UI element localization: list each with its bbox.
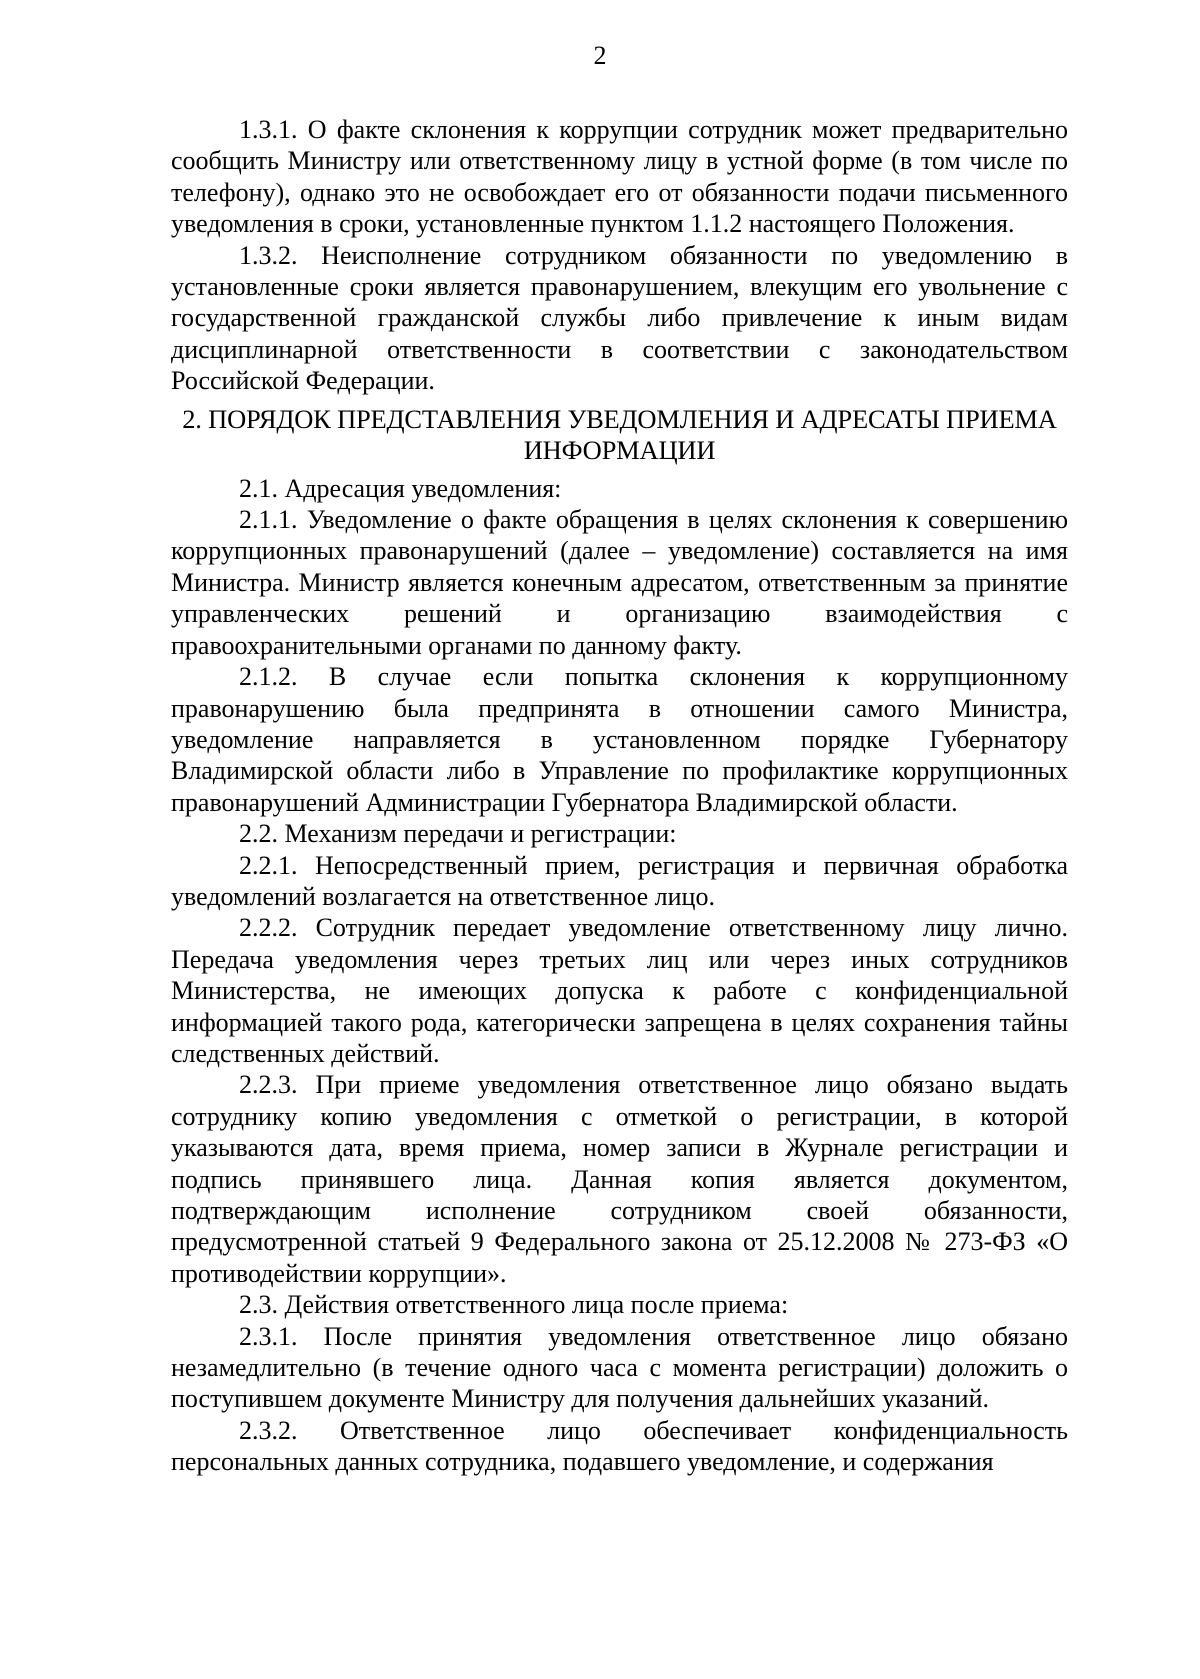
paragraph-2-1-1: 2.1.1. Уведомление о факте обращения в целях склонения к совершению коррупционных правонарушений (далее – уведомление) составляется на имя Министра. Министр является конечным адресатом, ответственным за принятие управленческих решений и организацию взаимодействия с правоохранительными органами по данному факту. bbox=[171, 505, 1068, 660]
paragraph-2-2: 2.2. Механизм передачи и регистрации: bbox=[239, 819, 677, 849]
paragraph-2-1: 2.1. Адресация уведомления: bbox=[239, 473, 562, 503]
paragraph-2-3-2: 2.3.2. Ответственное лицо обеспечивает конфиденциальность персональных данных сотрудника, подавшего уведомление, и содержания bbox=[171, 1415, 1068, 1477]
paragraph-1-3-1: 1.3.1. О факте склонения к коррупции сотрудник может предварительно сообщить Министру или ответственному лицу в устной форме (в том числе по телефону), однако это не освобождает его от обязанности подачи письменного уведомления в сроки, установленные пунктом 1.1.2 настоящего Положения. bbox=[171, 115, 1068, 239]
paragraph-2-3-1: 2.3.1. После принятия уведомления ответственное лицо обязано незамедлительно (в течение одного часа с момента регистрации) доложить о поступившем документе Министру для получения дальнейших указаний. bbox=[171, 1321, 1068, 1414]
paragraph-1-3-2: 1.3.2. Неисполнение сотрудником обязанности по уведомлению в установленные сроки является правонарушением, влекущим его увольнение с государственной гражданской службы либо привлечение к иным видам дисциплинарной ответственности в соответствии с законодательством Российской Федерации. bbox=[171, 240, 1068, 396]
document-body bbox=[171, 0, 1068, 1478]
paragraph-2-3: 2.3. Действия ответственного лица после приема: bbox=[239, 1290, 789, 1320]
paragraph-2-2-3: 2.2.3. При приеме уведомления ответственное лицо обязано выдать сотруднику копию уведомления с отметкой о регистрации, в которой указываются дата, время приема, номер записи в Журнале регистрации и подпись принявшего лица. Данная копия является документом, подтверждающим исполнение сотрудником своей обязанности, предусмотренной статьей 9 Федерального закона от 25.12.2008 № 273-ФЗ «О противодействии коррупции». bbox=[171, 1070, 1068, 1288]
paragraph-2-2-1: 2.2.1. Непосредственный прием, регистрация и первичная обработка уведомлений возлагается на ответственное лицо. bbox=[171, 850, 1068, 911]
page-number: 2 bbox=[593, 41, 607, 70]
paragraph-2-2-2: 2.2.2. Сотрудник передает уведомление ответственному лицу лично. Передача уведомления через третьих лиц или через иных сотрудников Министерства, не имеющих допуска к работе с конфиденциальной информацией такого рода, категорически запрещена в целях сохранения тайны следственных действий. bbox=[171, 913, 1068, 1068]
section-heading: 2. ПОРЯДОК ПРЕДСТАВЛЕНИЯ УВЕДОМЛЕНИЯ И АДРЕСАТЫ ПРИЕМА ИНФОРМАЦИИ bbox=[182, 403, 1057, 465]
paragraph-2-1-2: 2.1.2. В случае если попытка склонения к коррупционному правонарушению была предпринята в отношении самого Министра, уведомление направляется в установленном порядке Губернатору Владимирской области либо в Управление по профилактике коррупционных правонарушений Администрации Губернатора Владимирской области. bbox=[171, 662, 1068, 817]
